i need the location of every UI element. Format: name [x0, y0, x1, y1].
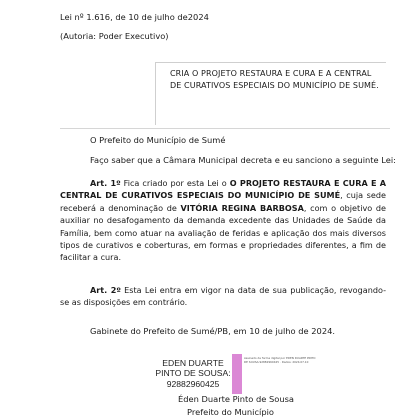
closing-line: Gabinete do Prefeito de Sumé/PB, em 10 de julho de 2024. [90, 326, 336, 336]
article-2-label: Art. 2º [90, 285, 121, 295]
stamp-line-1: EDEN DUARTE [162, 358, 224, 368]
ementa: CRIA O PROJETO RESTAURA E CURA E A CENTRAL DE CURATIVOS ESPECIAIS DO MUNICÍPIO DE SUMÉ. [170, 69, 379, 90]
authorship-note: (Autoria: Poder Executivo) [60, 31, 169, 41]
signature-seal-icon [232, 354, 242, 394]
article-1-label: Art. 1º [90, 178, 121, 188]
article-1 [60, 177, 386, 264]
article-1-project-name: O PROJETO RESTAURA E CURA E A CENTRAL DE CURATIVOS ESPECIAIS DO MUNICÍPIO DE SUMÉ [60, 178, 387, 201]
divider [60, 128, 390, 129]
signatory-name: Éden Duarte Pinto de Sousa [178, 394, 295, 404]
law-number: Lei nº 1.616, de 10 de julho de2024 [60, 12, 209, 22]
article-2-text: Esta Lei entra em vigor na data de sua publicação, revogando-se as disposições em contrário. [60, 285, 386, 308]
greeting: O Prefeito do Município de Sumé [90, 135, 226, 145]
article-1-honoree: VITÓRIA REGINA BARBOSA [180, 202, 304, 213]
article-1-text-a: Fica criado por esta Lei o [120, 178, 230, 188]
digital-signature-stamp [152, 358, 234, 389]
article-1-text-b: , cuja sede receberá a denominação de [60, 190, 386, 213]
stamp-line-3: 92882960425 [166, 378, 220, 389]
signatory-role: Prefeito do Município [187, 407, 274, 417]
decree-line: Faço saber que a Câmara Municipal decreta e eu sanciono a seguinte Lei: [90, 155, 396, 165]
stamp-detail: Assinado de forma digital por EDEN DUARTE PINTO DE SOUSA:92882960425 · Dados: 2024.07.10 [244, 356, 316, 364]
article-2 [60, 284, 386, 309]
article-1-text-c: , com o objetivo de auxiliar no desafogamento da demanda excedente das Unidades de Saúde da Família, bem como atuar na avaliação de feridas e aplicação dos mais diversos tipos de curativos e coberturas, em formas e propriedades diferentes, a fim de facilitar a cura. [60, 202, 386, 263]
stamp-line-2: PINTO DE SOUSA: [155, 368, 231, 379]
